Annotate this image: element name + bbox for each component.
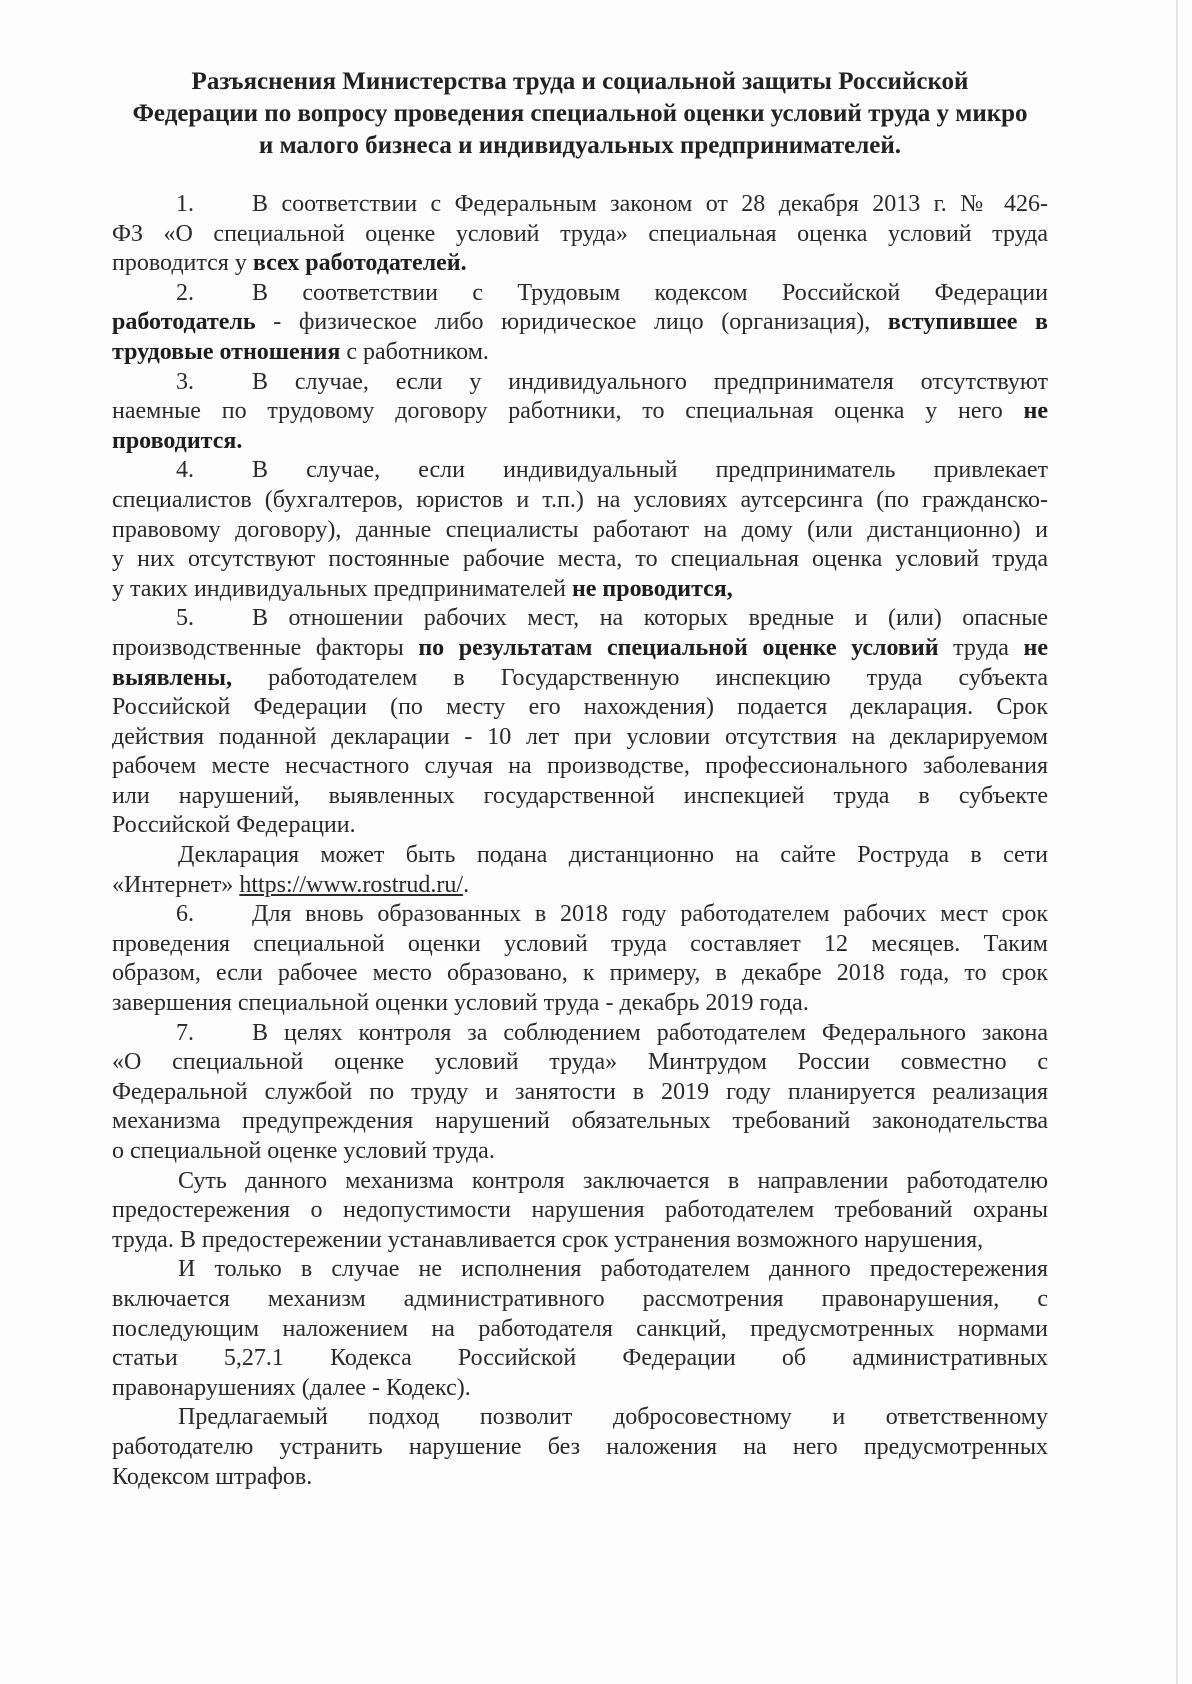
- text-segment: предостережения о недопустимости нарушения работодателем требований охраны: [112, 1197, 1048, 1224]
- text-segment: «О специальной оценке условий труда» Минтрудом России совместно с: [112, 1049, 1048, 1076]
- text-segment: работодателем в Государственную инспекцию труда субъекта: [232, 664, 1048, 691]
- bold-text: не: [1023, 398, 1048, 425]
- paragraph-number: 1.: [176, 191, 194, 217]
- text-segment: у них отсутствуют постоянные рабочие места, то специальная оценка условий труда: [112, 546, 1048, 573]
- text-line: [112, 1078, 1048, 1108]
- numbered-paragraph: [112, 604, 1048, 841]
- title-line: Разъяснения Министерства труда и социальной защиты Российской: [191, 68, 969, 95]
- bold-text: не: [1023, 634, 1048, 661]
- text-segment: о специальной оценке условий труда.: [112, 1138, 495, 1164]
- bold-text: всех работодателей.: [252, 250, 467, 277]
- paragraph-number: 2.: [176, 279, 194, 306]
- text-line: [112, 368, 1048, 398]
- text-line: [112, 1167, 1048, 1197]
- text-segment: Федеральной службой по труду и занятости в 2019 году планируется реализация: [112, 1078, 1048, 1105]
- text-line: [112, 989, 1048, 1019]
- text-segment: В соответствии с Федеральным законом от 28 декабря 2013 г. № 426-: [252, 191, 1048, 217]
- text-line: [112, 1315, 1048, 1345]
- paragraph: [112, 1403, 1048, 1492]
- title-line: и малого бизнеса и индивидуальных предпринимателей.: [258, 132, 902, 159]
- text-line: [112, 575, 1048, 605]
- text-line: [112, 1403, 1048, 1433]
- text-line: [112, 871, 1048, 901]
- text-segment: ФЗ «О специальной оценке условий труда» специальная оценка условий труда: [112, 220, 1048, 247]
- text-line: [112, 1255, 1048, 1285]
- text-segment: Декларация может быть подана дистанционно на сайте Роструда в сети: [178, 842, 1048, 869]
- text-segment: производственные факторы: [112, 634, 419, 661]
- text-segment: правонарушениях (далее - Кодекс).: [112, 1374, 471, 1401]
- text-segment: труда. В предостережении устанавливается срок устранения возможного нарушения,: [112, 1226, 984, 1253]
- text-line: [112, 664, 1048, 694]
- bold-text: по результатам специальной оценке условий: [418, 634, 939, 661]
- text-line: [112, 397, 1048, 427]
- text-line: [112, 723, 1048, 753]
- text-line: [112, 486, 1048, 516]
- text-segment: наемные по трудовому договору работники, то специальная оценка у него: [112, 398, 1024, 425]
- text-segment: статьи 5,27.1 Кодекса Российской Федерации об административных: [112, 1345, 1048, 1372]
- text-line: [112, 1374, 1048, 1404]
- text-line: [112, 782, 1048, 812]
- text-line: [112, 1433, 1048, 1463]
- text-segment: Для вновь образованных в 2018 году работодателем рабочих мест срок: [252, 901, 1048, 928]
- text-line: [112, 338, 1048, 368]
- bold-text: вступившее в: [887, 309, 1048, 336]
- text-segment: .: [463, 871, 470, 898]
- text-line: [112, 1344, 1048, 1374]
- paragraph-number: 6.: [176, 901, 194, 928]
- text-segment: В случае, если у индивидуального предпринимателя отсутствуют: [252, 368, 1048, 395]
- text-line: [112, 1285, 1048, 1315]
- text-segment: образом, если рабочее место образовано, к примеру, в декабре 2018 года, то срок: [112, 960, 1048, 987]
- paragraph-number: 5.: [176, 605, 194, 632]
- text-line: [112, 1196, 1048, 1226]
- text-segment: рабочем месте несчастного случая на производстве, профессионального заболевания: [112, 753, 1048, 780]
- paragraph: [112, 1255, 1048, 1403]
- text-segment: с работником.: [340, 338, 489, 365]
- numbered-paragraph: [112, 456, 1048, 604]
- bold-text: работодатель: [112, 309, 256, 336]
- text-line: [112, 841, 1048, 871]
- text-line: [112, 190, 1048, 220]
- text-line: [112, 1137, 1048, 1167]
- text-line: [112, 279, 1048, 309]
- text-segment: Российской Федерации.: [112, 812, 356, 839]
- text-segment: - физическое либо юридическое лицо (организация),: [255, 309, 888, 336]
- paragraph-number: 3.: [176, 368, 194, 395]
- paragraph-number: 4.: [176, 457, 194, 484]
- bold-text: проводится.: [112, 427, 243, 454]
- text-segment: Российской Федерации (по месту его нахождения) подается декларация. Срок: [112, 694, 1048, 721]
- numbered-paragraph: [112, 190, 1048, 279]
- text-line: [112, 220, 1048, 250]
- text-line: [112, 1048, 1048, 1078]
- text-segment: включается механизм административного рассмотрения правонарушения, с: [112, 1285, 1048, 1312]
- text-line: [112, 427, 1048, 457]
- text-segment: последующим наложением на работодателя санкций, предусмотренных нормами: [112, 1315, 1048, 1342]
- text-segment: В случае, если индивидуальный предприниматель привлекает: [252, 457, 1048, 484]
- text-segment: В целях контроля за соблюдением работодателем Федерального закона: [252, 1019, 1048, 1046]
- text-line: [112, 604, 1048, 634]
- text-segment: специалистов (бухгалтеров, юристов и т.п.) на условиях аутсерсинга (по гражданско-: [112, 486, 1048, 513]
- text-segment: у таких индивидуальных предпринимателей: [112, 575, 572, 602]
- paragraph: [112, 841, 1048, 900]
- paragraph-number: 7.: [176, 1019, 194, 1046]
- numbered-paragraph: [112, 279, 1048, 368]
- text-line: [112, 752, 1048, 782]
- text-line: [112, 456, 1048, 486]
- text-segment: завершения специальной оценки условий труда - декабрь 2019 года.: [112, 990, 809, 1017]
- numbered-paragraph: [112, 1019, 1048, 1167]
- scan-edge: [1176, 0, 1178, 1684]
- text-line: [112, 1226, 1048, 1256]
- text-line: [112, 1463, 1048, 1493]
- text-line: [112, 1019, 1048, 1049]
- bold-text: трудовые отношения: [112, 338, 341, 365]
- text-segment: действия поданной декларации - 10 лет при условии отсутствия на декларируемом: [112, 723, 1048, 750]
- text-segment: Предлагаемый подход позволит добросовестному и ответственному: [178, 1404, 1048, 1431]
- text-line: [112, 693, 1048, 723]
- text-segment: работодателю устранить нарушение без наложения на него предусмотренных: [112, 1433, 1048, 1460]
- text-segment: «Интернет»: [112, 871, 240, 898]
- document-title: [110, 66, 1050, 162]
- title-line: Федерации по вопросу проведения специальной оценки условий труда у микро: [132, 100, 1028, 127]
- text-line: [112, 516, 1048, 546]
- text-line: [112, 308, 1048, 338]
- text-segment: В отношении рабочих мест, на которых вредные и (или) опасные: [252, 605, 1048, 632]
- text-line: [112, 959, 1048, 989]
- text-segment: проведения специальной оценки условий труда составляет 12 месяцев. Таким: [112, 930, 1048, 957]
- text-line: [112, 249, 1048, 279]
- numbered-paragraph: [112, 900, 1048, 1018]
- text-segment: или нарушений, выявленных государственной инспекцией труда в субъекте: [112, 782, 1048, 809]
- text-segment: В соответствии с Трудовым кодексом Российской Федерации: [252, 279, 1048, 306]
- bold-text: не проводится,: [571, 575, 733, 602]
- rostrud-link[interactable]: https://www.rostrud.ru/: [239, 871, 464, 898]
- text-line: [112, 545, 1048, 575]
- text-segment: механизма предупреждения нарушений обязательных требований законодательства: [112, 1108, 1048, 1135]
- text-line: [112, 811, 1048, 841]
- text-line: [112, 634, 1048, 664]
- text-line: [112, 900, 1048, 930]
- text-line: [112, 1107, 1048, 1137]
- text-segment: правовому договору), данные специалисты работают на дому (или дистанционно) и: [112, 516, 1048, 543]
- document-body: [112, 190, 1048, 1492]
- text-segment: труда: [938, 634, 1024, 661]
- text-segment: И только в случае не исполнения работодателем данного предостережения: [178, 1256, 1048, 1283]
- text-segment: Суть данного механизма контроля заключается в направлении работодателю: [178, 1167, 1048, 1194]
- text-segment: проводится у: [112, 250, 253, 277]
- paragraph: [112, 1167, 1048, 1256]
- numbered-paragraph: [112, 368, 1048, 457]
- text-line: [112, 930, 1048, 960]
- bold-text: выявлены,: [112, 664, 233, 691]
- text-segment: Кодексом штрафов.: [112, 1463, 313, 1490]
